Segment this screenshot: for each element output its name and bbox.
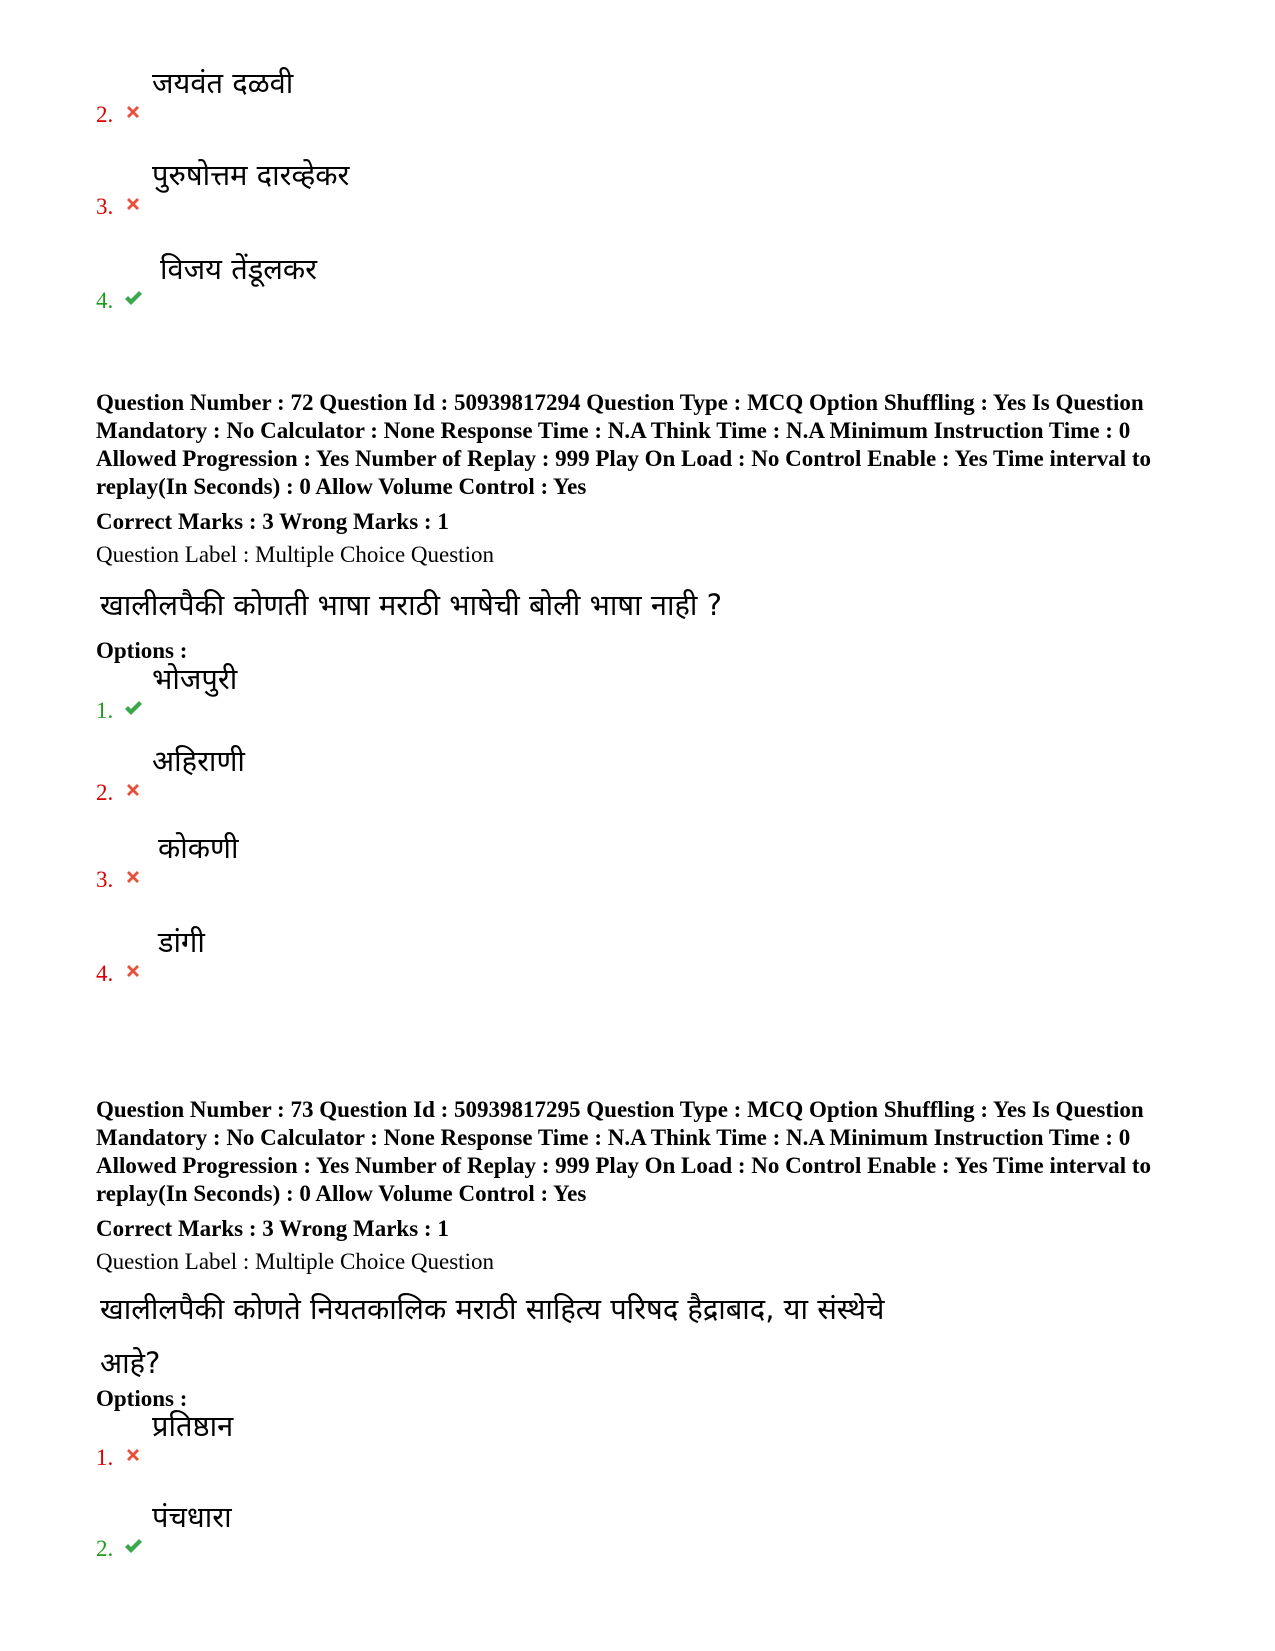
option-text: कोकणी xyxy=(158,831,239,865)
cross-icon xyxy=(123,1445,143,1465)
option-text: भोजपुरी xyxy=(152,662,238,696)
prev-option-3 xyxy=(96,158,796,218)
cross-icon xyxy=(123,102,143,122)
prev-option-2 xyxy=(96,66,796,126)
option-number: 3. xyxy=(96,867,114,892)
cross-icon xyxy=(123,194,143,214)
option-number: 2. xyxy=(96,102,114,127)
check-icon xyxy=(123,288,143,308)
q73-marks: Correct Marks : 3 Wrong Marks : 1 xyxy=(96,1216,449,1241)
prev-option-4 xyxy=(96,252,796,312)
option-text: विजय तेंडूलकर xyxy=(160,252,318,286)
q72-option-1 xyxy=(96,662,796,722)
option-number: 4. xyxy=(96,288,114,313)
option-number: 2. xyxy=(96,1536,114,1561)
check-icon xyxy=(123,1536,143,1556)
q72-options-heading: Options : xyxy=(96,638,188,663)
q72-option-3 xyxy=(96,831,796,891)
cross-icon xyxy=(123,961,143,981)
option-text: प्रतिष्ठान xyxy=(152,1409,234,1443)
q73-option-1 xyxy=(96,1409,796,1469)
option-number: 4. xyxy=(96,961,114,986)
q73-option-2 xyxy=(96,1500,796,1560)
q72-option-2 xyxy=(96,744,796,804)
q73-meta: Question Number : 73 Question Id : 50939817295 Question Type : MCQ Option Shuffling : Yes Is Question Mandatory : No Calculator : None Response Time : N.A Think Time : N.A Minimum Instruction Time : 0 Allowed Progression : Yes Number of Replay : 999 Play On Load : No Control Enable : Yes Time interval to replay(In Seconds) : 0 Allow Volume Control : Yes xyxy=(96,1097,1152,1206)
option-number: 2. xyxy=(96,780,114,805)
q72-label: Question Label : Multiple Choice Question xyxy=(96,542,494,567)
cross-icon xyxy=(123,867,143,887)
option-text: डांगी xyxy=(158,925,205,959)
q72-meta: Question Number : 72 Question Id : 50939817294 Question Type : MCQ Option Shuffling : Yes Is Question Mandatory : No Calculator : None Response Time : N.A Think Time : N.A Minimum Instruction Time : 0 Allowed Progression : Yes Number of Replay : 999 Play On Load : No Control Enable : Yes Time interval to replay(In Seconds) : 0 Allow Volume Control : Yes xyxy=(96,390,1152,499)
option-text: पुरुषोत्तम दारव्हेकर xyxy=(152,158,350,192)
q73-question-text xyxy=(100,1282,884,1390)
q73-question-line1: खालीलपैकी कोणते नियतकालिक मराठी साहित्य परिषद हैद्राबाद, या संस्थेचे xyxy=(100,1292,885,1326)
q72-option-4 xyxy=(96,925,796,985)
q73-question-line2: आहे? xyxy=(100,1346,161,1380)
option-text: पंचधारा xyxy=(152,1500,232,1534)
option-text: अहिराणी xyxy=(152,744,245,778)
q73-label: Question Label : Multiple Choice Question xyxy=(96,1249,494,1274)
q72-question-text: खालीलपैकी कोणती भाषा मराठी भाषेची बोली भाषा नाही ? xyxy=(100,588,723,622)
cross-icon xyxy=(123,780,143,800)
option-number: 1. xyxy=(96,1445,114,1470)
option-number: 1. xyxy=(96,698,114,723)
check-icon xyxy=(123,698,143,718)
option-number: 3. xyxy=(96,194,114,219)
option-text: जयवंत दळवी xyxy=(152,66,294,100)
q73-options-heading: Options : xyxy=(96,1386,188,1411)
q72-marks: Correct Marks : 3 Wrong Marks : 1 xyxy=(96,509,449,534)
